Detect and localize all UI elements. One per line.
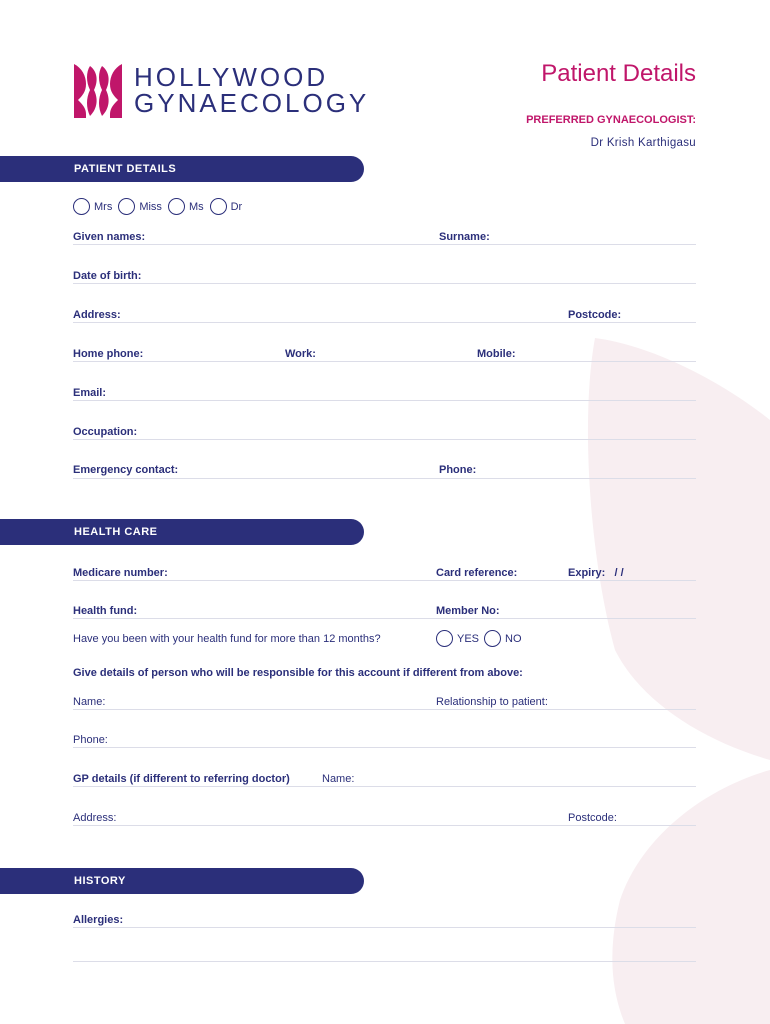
brand-name [134, 64, 369, 116]
radio-no[interactable]: NO [484, 630, 522, 647]
gp-postcode-field[interactable]: Postcode: [568, 812, 617, 824]
section-heading: HISTORY [74, 875, 126, 887]
responsible-phone-field[interactable]: Phone: [73, 734, 108, 746]
field-line [73, 747, 696, 748]
emergency-phone-field[interactable]: Phone: [439, 464, 477, 476]
medicare-number-field[interactable]: Medicare number: [73, 567, 168, 579]
field-line [73, 709, 696, 710]
work-phone-field[interactable]: Work: [285, 348, 316, 360]
field-line[interactable] [73, 961, 696, 962]
mobile-field[interactable]: Mobile: [477, 348, 516, 360]
allergies-field[interactable]: Allergies: [73, 914, 124, 926]
preferred-gynaecologist-label: PREFERRED GYNAECOLOGIST: [526, 114, 696, 126]
email-field[interactable]: Email: [73, 387, 107, 399]
given-names-field[interactable]: Given names: [73, 231, 146, 243]
field-line [73, 927, 696, 928]
surname-field[interactable]: Surname: [439, 231, 490, 243]
relationship-field[interactable]: Relationship to patient: [436, 696, 548, 708]
radio-circle-icon[interactable] [484, 630, 501, 647]
radio-circle-icon[interactable] [210, 198, 227, 215]
field-line [73, 786, 696, 787]
page-title: Patient Details [541, 60, 696, 87]
section-history [0, 868, 364, 894]
radio-yes[interactable]: YES [436, 630, 479, 647]
field-line [73, 825, 696, 826]
expiry-field[interactable]: Expiry: / / [568, 567, 624, 579]
gp-details-label: GP details (if different to referring doctor) [73, 773, 290, 785]
section-heading: HEALTH CARE [74, 526, 158, 538]
date-of-birth-field[interactable]: Date of birth: [73, 270, 142, 282]
section-health-care [0, 519, 364, 545]
section-heading: PATIENT DETAILS [74, 163, 177, 175]
hollywood-gynaecology-logo-icon [72, 62, 124, 120]
emergency-contact-field[interactable]: Emergency contact: [73, 464, 179, 476]
member-no-field[interactable]: Member No: [436, 605, 500, 617]
brand-line-2: GYNAECOLOGY [134, 88, 370, 118]
field-line [73, 361, 696, 362]
preferred-gynaecologist-name: Dr Krish Karthigasu [590, 137, 696, 149]
postcode-field[interactable]: Postcode: [568, 309, 622, 321]
field-line [73, 478, 696, 479]
radio-circle-icon[interactable] [168, 198, 185, 215]
gp-address-field[interactable]: Address: [73, 812, 117, 824]
field-line [73, 283, 696, 284]
field-line [73, 439, 696, 440]
field-line [73, 400, 696, 401]
title-radio-group [73, 198, 248, 215]
field-line [73, 580, 696, 581]
responsible-name-field[interactable]: Name: [73, 696, 106, 708]
radio-circle-icon[interactable] [73, 198, 90, 215]
health-fund-question: Have you been with your health fund for more than 12 months? [73, 633, 381, 645]
address-field[interactable]: Address: [73, 309, 121, 321]
responsible-person-heading: Give details of person who will be responsible for this account if different from above: [73, 667, 523, 679]
radio-mrs[interactable]: Mrs [73, 198, 112, 215]
radio-ms[interactable]: Ms [168, 198, 204, 215]
radio-miss[interactable]: Miss [118, 198, 162, 215]
field-line [73, 244, 696, 245]
radio-circle-icon[interactable] [436, 630, 453, 647]
section-patient-details [0, 156, 364, 182]
gp-name-field[interactable]: Name: [322, 773, 355, 785]
card-reference-field[interactable]: Card reference: [436, 567, 518, 579]
field-line [73, 322, 696, 323]
occupation-field[interactable]: Occupation: [73, 426, 138, 438]
field-line [73, 618, 696, 619]
radio-circle-icon[interactable] [118, 198, 135, 215]
health-fund-field[interactable]: Health fund: [73, 605, 138, 617]
radio-dr[interactable]: Dr [210, 198, 243, 215]
home-phone-field[interactable]: Home phone: [73, 348, 144, 360]
brand-line-1: HOLLYWOOD [134, 62, 329, 92]
